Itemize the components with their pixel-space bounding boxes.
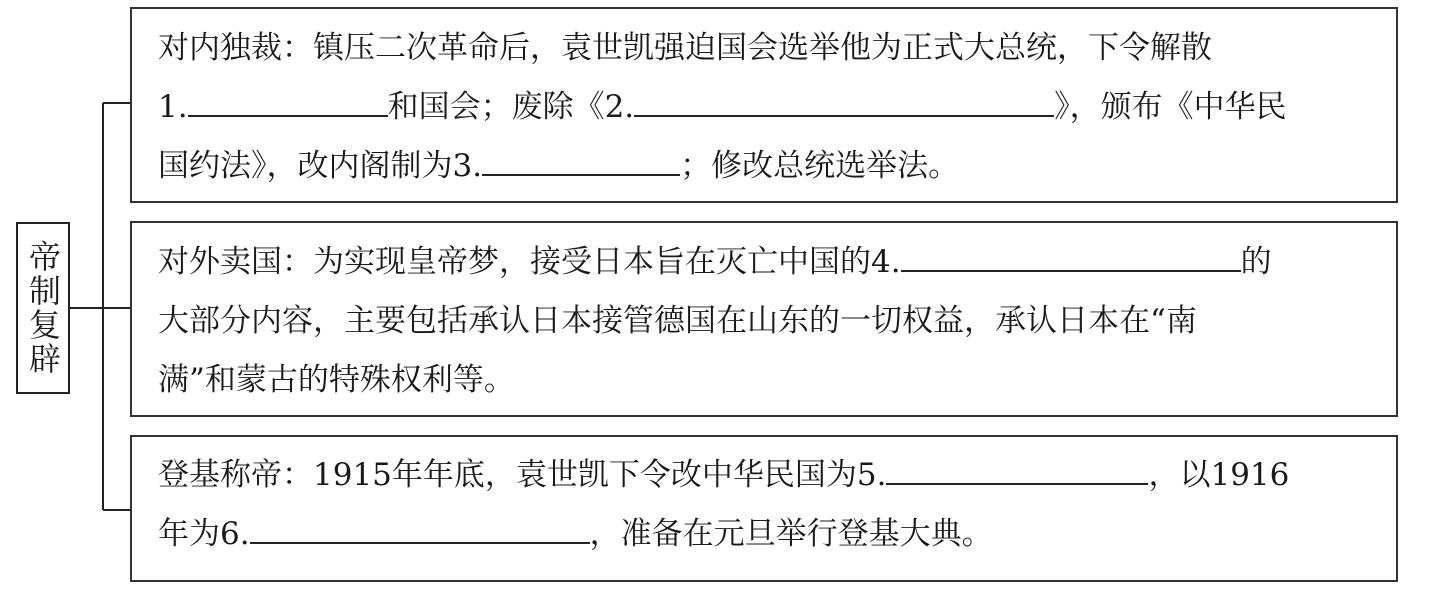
box3-line2-b: ，准备在元旦举行登基大典。	[589, 516, 993, 552]
blank-4[interactable]	[901, 234, 1241, 272]
blank-5[interactable]	[886, 447, 1148, 485]
blank-3[interactable]	[482, 138, 680, 176]
box1-line1: 对内独裁：镇压二次革命后，袁世凯强迫国会选举他为正式大总统，下令解散	[158, 30, 1212, 66]
blank-1[interactable]	[188, 79, 388, 117]
branch-enthronement	[130, 435, 1398, 582]
box3-line2	[158, 505, 1372, 564]
blank-2[interactable]	[634, 79, 1054, 117]
box2-line1	[158, 233, 1372, 292]
box1-line3-b: ；修改总统选举法。	[680, 148, 960, 184]
box2-line1-b: 的	[1240, 244, 1272, 280]
box1-line2	[158, 78, 1372, 137]
box1-line2-c: 》，颁布《中华民	[1054, 89, 1287, 125]
box2-line2: 大部分内容，主要包括承认日本接管德国在山东的一切权益，承认日本在“南	[158, 303, 1197, 339]
branch-foreign-betrayal	[130, 221, 1398, 417]
box2-line3: 满”和蒙古的特殊权利等。	[158, 362, 515, 398]
box3-line1-a: 登基称帝：1915年年底，袁世凯下令改中华民国为5.	[158, 457, 887, 493]
box1-line2-a: 1.	[158, 89, 188, 125]
box3-line1	[158, 446, 1372, 505]
root-label: 帝制复辟	[24, 240, 62, 376]
blank-6[interactable]	[250, 506, 590, 544]
box2-line1-a: 对外卖国：为实现皇帝梦，接受日本旨在灭亡中国的4.	[158, 244, 901, 280]
branch-domestic-dictatorship	[130, 7, 1398, 203]
box1-line3-a: 国约法》，改内阁制为3.	[158, 148, 483, 184]
box1-line2-b: 和国会；废除《2.	[387, 89, 635, 125]
box3-line2-a: 年为6.	[158, 516, 250, 552]
box3-line1-b: ，以1916	[1148, 457, 1290, 493]
box1-line3	[158, 137, 1372, 196]
